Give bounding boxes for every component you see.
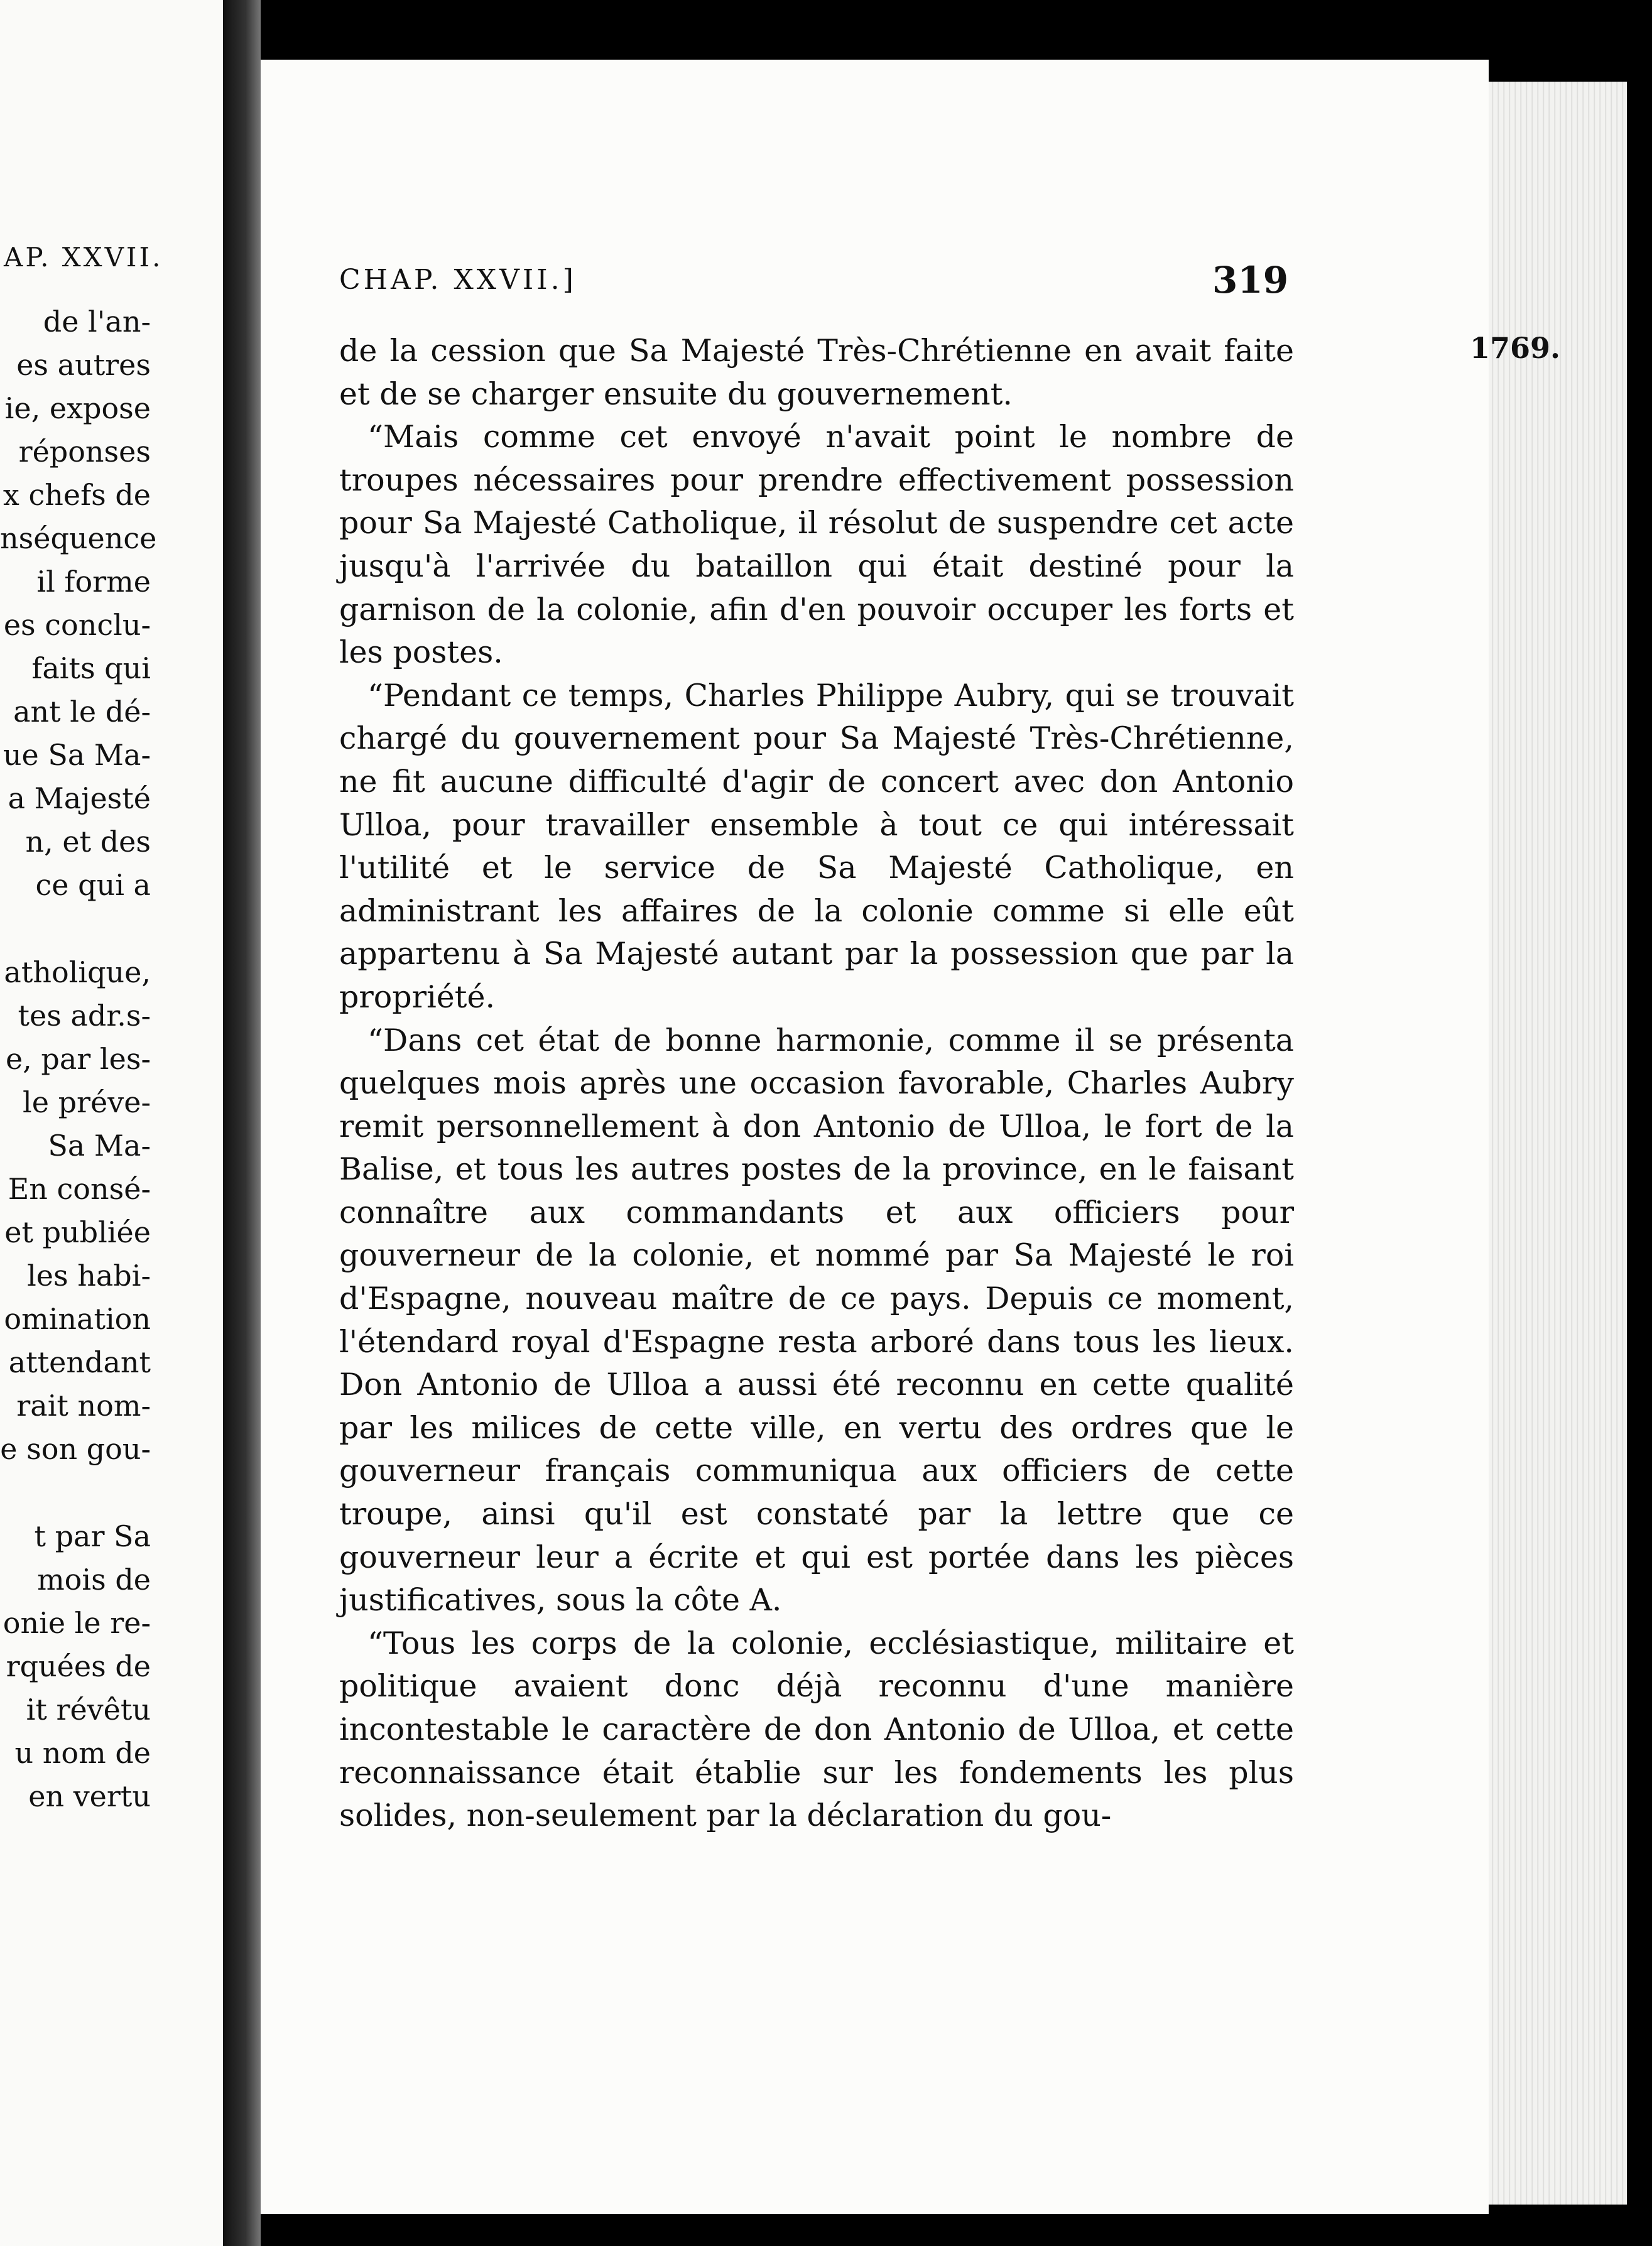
facing-page-line: rquées de [6, 1649, 151, 1683]
facing-page-text [0, 300, 157, 1818]
paragraph: “Tous les corps de la colonie, ecclésiastique, militaire et politique avaient donc déjà reconnu d'une manière incontestable le caractère de don Antonio de Ulloa, et cette reconnaissance était établie sur les fondements les plus solides, non-seulement par la déclaration du gou- [339, 1625, 1294, 1834]
facing-page-line: rait nom- [16, 1389, 151, 1423]
facing-page-line: u nom de [14, 1736, 151, 1770]
facing-page-line: es autres [16, 348, 151, 382]
facing-page-line: nséquence [0, 521, 157, 555]
facing-page-line: de l'an- [43, 305, 151, 339]
facing-page-running-head: AP. XXVII. [4, 242, 163, 273]
paragraph: “Pendant ce temps, Charles Philippe Aubry, qui se trouvait chargé du gouvernement pour Sa Majesté Très-Chrétienne, ne fit aucune difficulté d'agir de concert avec don Antonio Ulloa, pour travailler ensemble à tout ce qui intéressait l'utilité et le service de Sa Majesté Catholique, en administrant les affaires de la colonie comme si elle eût appartenu à Sa Majesté autant par la possession que par la propriété. [339, 677, 1294, 1015]
facing-page-line: les habi- [27, 1259, 151, 1293]
paragraph: “Dans cet état de bonne harmonie, comme il se présenta quelques mois après une occasion favorable, Charles Aubry remit personnellement à don Antonio de Ulloa, le fort de la Balise, et tous les autres postes de la province, en le faisant connaître aux commandants et aux officiers pour gouverneur de la colonie, et nommé par Sa Majesté le roi d'Espagne, nouveau maître de ce pays. Depuis ce moment, l'étendard royal d'Espagne resta arboré dans tous les lieux. Don Antonio de Ulloa a aussi été reconnu en cette qualité par les milices de cette ville, en vertu des ordres que le gouverneur français communiqua aux officiers de cette troupe, ainsi qu'il est constaté par la lettre que ce gouverneur leur a écrite et qui est portée dans les pièces justificatives, sous la côte A. [339, 1022, 1294, 1619]
facing-page-fragment [0, 0, 223, 2246]
paragraph: de la cession que Sa Majesté Très-Chrétienne en avait faite et de se charger ensuite du gouvernement. [339, 333, 1294, 412]
facing-page-line: et publiée [4, 1215, 151, 1249]
facing-page-line: n, et des [25, 825, 151, 859]
page-number: 319 [1212, 259, 1289, 301]
facing-page-line: en vertu [28, 1779, 151, 1813]
facing-page-line: tes adr.s- [18, 999, 151, 1033]
main-page [261, 60, 1561, 2214]
running-head [339, 259, 1451, 308]
facing-page-line: le préve- [23, 1085, 151, 1119]
facing-page-line: e son gou- [0, 1432, 151, 1466]
facing-page-line: es conclu- [3, 608, 151, 642]
facing-page-line: mois de [37, 1563, 151, 1597]
facing-page-line: attendant [8, 1345, 151, 1379]
facing-page-line: x chefs de [3, 478, 151, 512]
facing-page-line: ce qui a [35, 868, 151, 902]
facing-page-line: it révêtu [26, 1693, 151, 1727]
facing-page-line: a Majesté [8, 781, 151, 815]
facing-page-paragraph-gap [0, 907, 151, 951]
paragraph: “Mais comme cet envoyé n'avait point le nombre de troupes nécessaires pour prendre effectivement possession pour Sa Majesté Catholique, il résolut de suspendre cet acte jusqu'à l'arrivée du bataillon qui était destiné pour la garnison de la colonie, afin d'en pouvoir occuper les forts et les postes. [339, 419, 1294, 671]
facing-page-line: En consé- [8, 1172, 151, 1206]
facing-page-line: omination [4, 1302, 151, 1336]
book-gutter-shadow [223, 0, 261, 2246]
facing-page-line: Sa Ma- [48, 1129, 151, 1163]
facing-page-paragraph-gap [0, 1471, 151, 1515]
body-text [339, 330, 1294, 1838]
facing-page-line: réponses [18, 435, 151, 469]
chapter-label: CHAP. XXVII.] [339, 264, 577, 296]
facing-page-line: onie le re- [3, 1606, 151, 1640]
facing-page-line: t par Sa [34, 1519, 151, 1553]
facing-page-line: faits qui [31, 651, 151, 685]
facing-page-line: atholique, [4, 955, 151, 989]
facing-page-line: e, par les- [5, 1042, 151, 1076]
facing-page-line: ant le dé- [13, 695, 151, 729]
facing-page-line: il forme [36, 565, 151, 599]
margin-year-note: 1769. [1470, 331, 1561, 365]
facing-page-line: ie, expose [4, 391, 151, 425]
facing-page-line: ue Sa Ma- [3, 738, 151, 772]
page-edges-texture [1482, 82, 1627, 2205]
